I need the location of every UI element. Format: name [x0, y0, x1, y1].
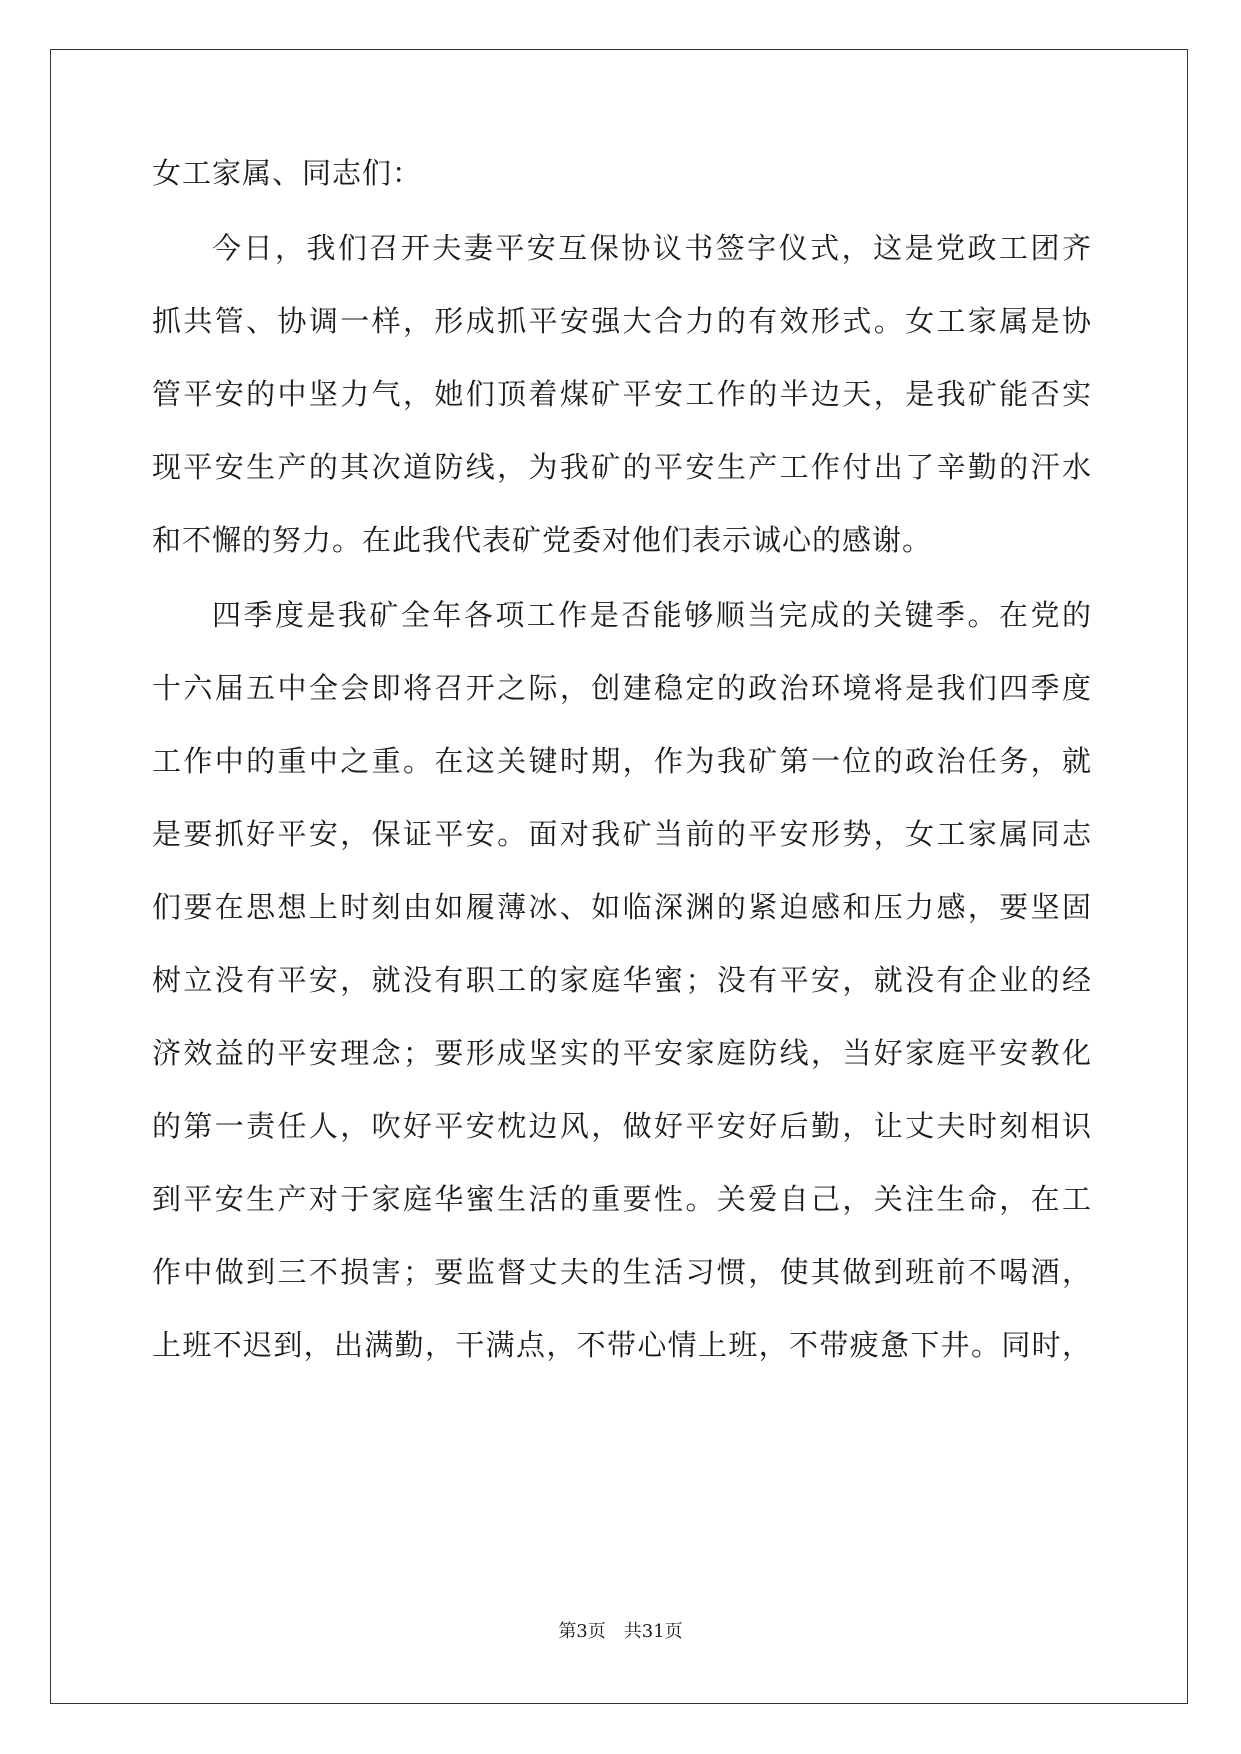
- paragraph-line: 管平安的中坚力气，她们顶着煤矿平安工作的半边天，是我矿能否实: [152, 377, 1092, 411]
- page-border: [50, 49, 1188, 1704]
- paragraph-line: 和不懈的努力。在此我代表矿党委对他们表示诚心的感谢。: [152, 523, 933, 557]
- paragraph-line: 的第一责任人，吹好平安枕边风，做好平安好后勤，让丈夫时刻相识: [152, 1109, 1092, 1143]
- paragraph-line: 到平安生产对于家庭华蜜生活的重要性。关爱自己，关注生命，在工: [152, 1182, 1092, 1216]
- paragraph-line: 十六届五中全会即将召开之际，创建稳定的政治环境将是我们四季度: [152, 671, 1092, 705]
- paragraph-line: 四季度是我矿全年各项工作是否能够顺当完成的关键季。在党的: [212, 598, 1092, 632]
- page-number: 第3页: [558, 1621, 606, 1642]
- paragraph-line: 现平安生产的其次道防线，为我矿的平安生产工作付出了辛勤的汗水: [152, 450, 1092, 484]
- paragraph-line: 是要抓好平安，保证平安。面对我矿当前的平安形势，女工家属同志: [152, 817, 1092, 851]
- paragraph-line: 作中做到三不损害；要监督丈夫的生活习惯，使其做到班前不喝酒，: [152, 1255, 1092, 1289]
- paragraph-line: 树立没有平安，就没有职工的家庭华蜜；没有平安，就没有企业的经: [152, 963, 1092, 997]
- paragraph-line: 济效益的平安理念；要形成坚实的平安家庭防线，当好家庭平安教化: [152, 1036, 1092, 1070]
- page-footer: [0, 1620, 1241, 1644]
- paragraph-line: 上班不迟到，出满勤，干满点，不带心情上班，不带疲惫下井。同时，: [152, 1328, 1092, 1362]
- paragraph-line: 工作中的重中之重。在这关键时期，作为我矿第一位的政治任务，就: [152, 744, 1092, 778]
- greeting-line: 女工家属、同志们：: [152, 156, 423, 190]
- paragraph-line: 们要在思想上时刻由如履薄冰、如临深渊的紧迫感和压力感，要坚固: [152, 890, 1092, 924]
- page-total: 共31页: [623, 1621, 683, 1642]
- paragraph-line: 抓共管、协调一样，形成抓平安强大合力的有效形式。女工家属是协: [152, 304, 1092, 338]
- paragraph-line: 今日，我们召开夫妻平安互保协议书签字仪式，这是党政工团齐: [212, 231, 1092, 265]
